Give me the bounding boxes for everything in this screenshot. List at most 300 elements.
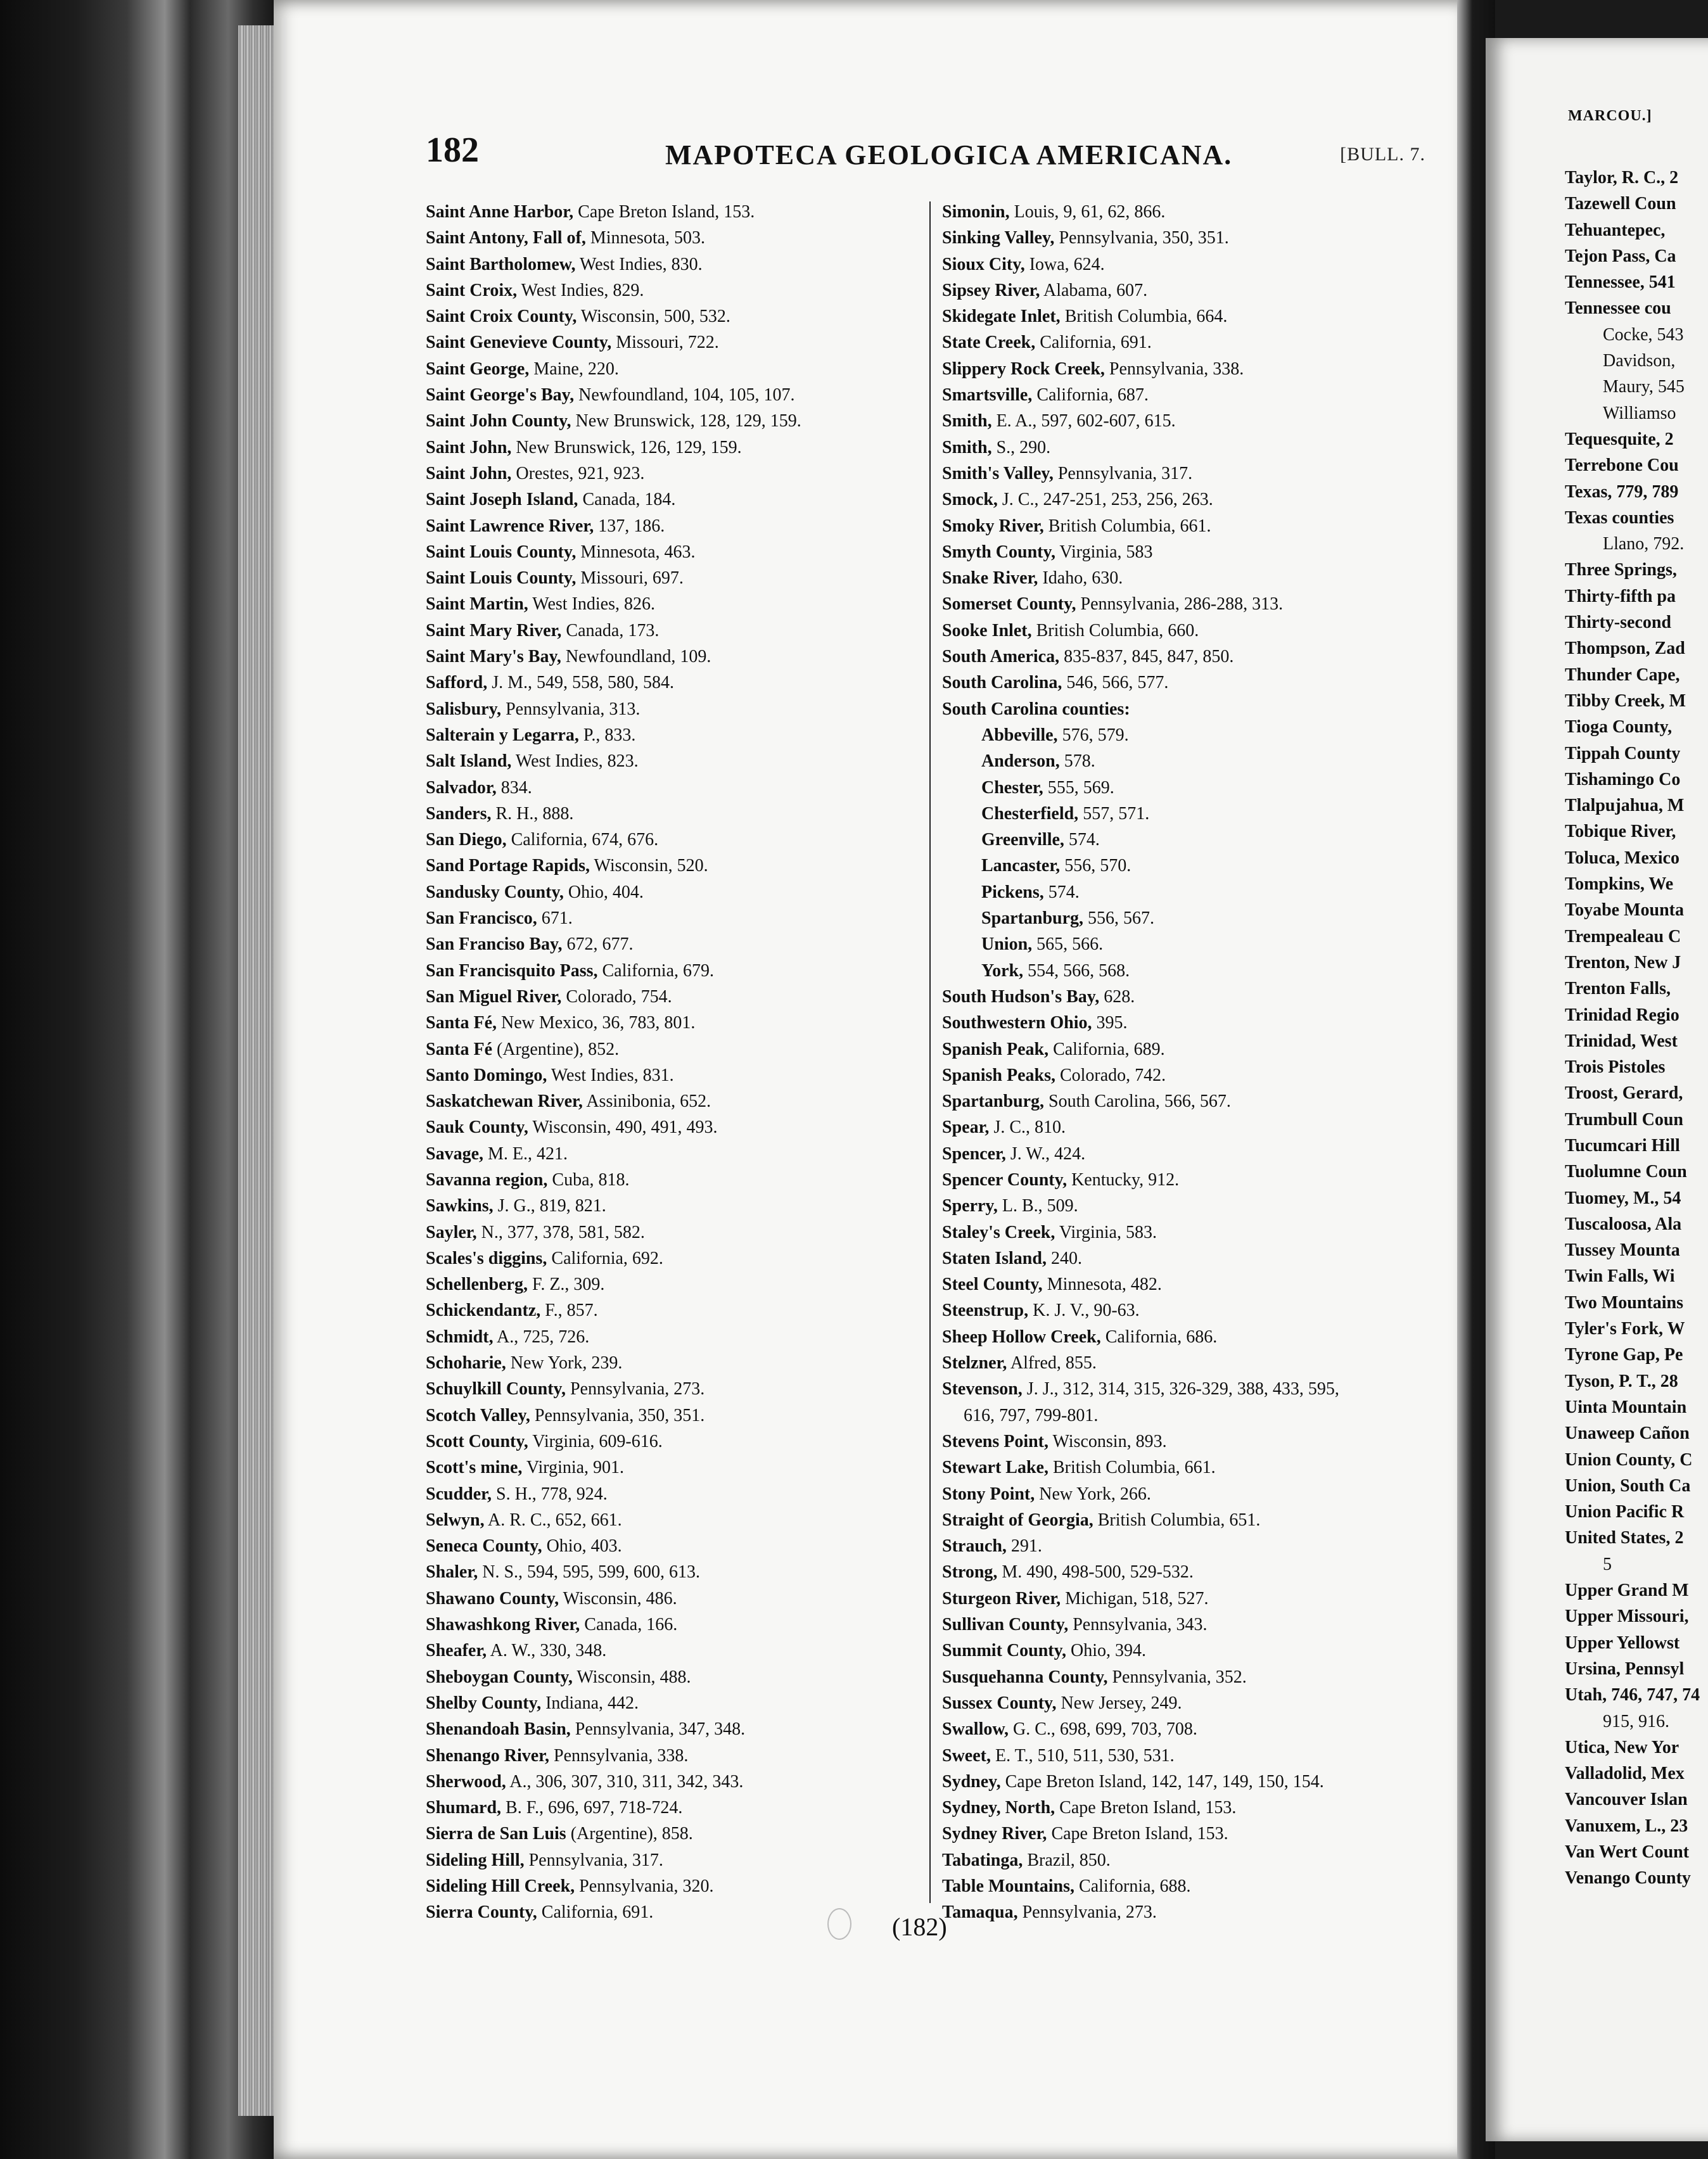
index-entry [942,618,1436,644]
index-entry-detail: 137, 186. [594,516,665,536]
facing-index-entry: Texas, 779, 789 [1565,481,1679,502]
index-entry-heading: Union, [981,934,1033,955]
index-entry [942,1141,1436,1167]
index-entry-heading: Lancaster, [981,856,1061,876]
index-entry-detail: N., 377, 378, 581, 582. [476,1222,645,1242]
index-entry-heading: Salt Island, [426,751,512,772]
facing-index-entry: Tazewell Coun [1565,194,1676,214]
index-entry-heading: Tabatinga, [942,1850,1023,1870]
index-entry [426,1716,907,1742]
index-entry-detail: Canada, 173. [561,620,660,640]
index-entry-detail: 555, 569. [1043,777,1114,798]
index-entry-detail: Maine, 220. [529,359,619,379]
index-entry-heading: Saint Martin, [426,594,528,615]
index-entry [426,1193,907,1219]
index-entry-heading: Schellenberg, [426,1275,528,1295]
index-entry-detail: California, 691. [1035,333,1152,353]
index-entry-detail: Colorado, 742. [1055,1065,1166,1085]
facing-index-entry: Maury, 545 [1603,377,1685,397]
index-entry-heading: State Creek, [942,333,1036,353]
index-entry-heading: Sideling Hill Creek, [426,1876,575,1896]
index-entry [942,722,1436,748]
index-entry-heading: Shelby County, [426,1693,542,1713]
index-entry-heading: Sawkins, [426,1196,494,1216]
index-entry-heading: Snake River, [942,568,1038,589]
facing-index-entry: Tequesquite, 2 [1565,429,1674,449]
index-entry [942,931,1436,957]
index-entry-heading: Sydney, North, [942,1798,1055,1818]
index-entry [942,879,1436,905]
facing-index-entry: Tuscaloosa, Ala [1565,1214,1682,1234]
index-entry [426,853,907,879]
index-entry [942,513,1436,539]
index-entry [942,1324,1436,1350]
index-entry-heading: Saint Anne Harbor, [426,202,574,222]
index-entry-detail: California, 687. [1032,385,1149,405]
index-entry-heading: Schickendantz, [426,1301,541,1321]
index-entry-detail: Wisconsin, 486. [559,1588,677,1608]
book-spine [0,0,279,2159]
index-entry-heading: Sipsey River, [942,280,1040,300]
index-entry-detail: Newfoundland, 109. [561,647,711,667]
index-entry [942,1220,1436,1245]
index-entry-heading: Santa Fé [426,1039,492,1059]
index-entry-heading: Shenango River, [426,1745,550,1766]
index-entry-heading: Sheafer, [426,1641,487,1661]
index-entry [942,382,1436,408]
index-entry [426,984,907,1010]
facing-index-entry: Upper Yellowst [1565,1633,1680,1653]
index-entry-heading: Shenandoah Basin, [426,1719,571,1740]
index-entry [942,1873,1436,1899]
index-entry-heading: Salisbury, [426,699,502,719]
index-entry [426,748,907,774]
index-entry-heading: Sooke Inlet, [942,620,1032,640]
index-entry-heading: Shaler, [426,1562,478,1583]
index-entry-heading: Smith, [942,411,992,431]
index-entry [942,199,1436,225]
index-entry [426,539,907,565]
index-entry-heading: Sinking Valley, [942,228,1055,248]
index-entry-detail: New Brunswick, 128, 129, 159. [571,411,801,431]
index-entry [426,696,907,722]
index-entry-detail: (Argentine), 852. [492,1039,620,1059]
facing-index-entry: Tehuantepec, [1565,220,1666,240]
facing-index-entry: Thompson, Zad [1565,639,1685,659]
index-entry [426,277,907,303]
index-entry-heading: Savanna region, [426,1169,548,1190]
index-entry [942,1271,1436,1297]
index-entry-detail: British Columbia, 661. [1048,1458,1216,1478]
index-entry [426,1350,907,1376]
index-entry-heading: Safford, [426,673,488,693]
index-entry-detail: Pennsylvania, 352. [1107,1667,1247,1687]
facing-index-entry: Union, South Ca [1565,1475,1691,1496]
index-entry-detail: Cape Breton Island, 153. [1047,1824,1228,1844]
index-entry-detail: P., 833. [578,725,636,745]
index-entry-heading: Saint Genevieve County, [426,333,612,353]
index-entry-heading: Saint John, [426,463,512,483]
index-entry-heading: Sydney, [942,1771,1001,1792]
index-entry [426,1324,907,1350]
index-entry [426,644,907,670]
index-entry-heading: Sweet, [942,1745,991,1766]
index-entry-heading: Simonin, [942,202,1010,222]
index-entry-detail: Newfoundland, 104, 105, 107. [574,385,795,405]
index-entry-heading: Spartanburg, [981,908,1084,929]
index-entry [942,1612,1436,1638]
index-entry [426,1507,907,1533]
index-entry [426,1873,907,1899]
index-entry-heading: Spencer County, [942,1169,1068,1190]
index-entry-heading: Susquehanna County, [942,1667,1108,1687]
index-entry-heading: Spanish Peaks, [942,1065,1055,1085]
index-entry-heading: Saint Mary River, [426,620,562,640]
index-entry-detail: 578. [1059,751,1095,772]
index-entry [942,461,1436,487]
index-entry-detail: B. F., 696, 697, 718-724. [501,1798,683,1818]
index-entry-detail: M. E., 421. [483,1143,568,1164]
index-entry-detail: J. M., 549, 558, 580, 584. [487,673,675,693]
facing-index-entry: United States, 2 [1565,1528,1684,1548]
index-entry [426,1271,907,1297]
index-entry [426,1795,907,1821]
index-entry-heading: Smock, [942,490,998,510]
index-entry-heading: Sand Portage Rapids, [426,856,590,876]
index-entry-heading: Chesterfield, [981,803,1079,824]
index-entry-detail: J. J., 312, 314, 315, 326-329, 388, 433, 595, [1022,1379,1339,1399]
index-entry-detail: S., 290. [991,437,1051,457]
index-entry [942,1010,1436,1036]
index-entry [942,1690,1436,1716]
index-entry-heading: Sayler, [426,1222,477,1242]
index-entry [942,1167,1436,1193]
index-entry [426,591,907,617]
index-entry [426,1690,907,1716]
bulletin-reference: [BULL. 7. [1340,144,1425,165]
index-entry [426,408,907,434]
index-entry [942,984,1436,1010]
index-entry-detail: F., 857. [540,1301,598,1321]
index-entry-detail: J. C., 247-251, 253, 256, 263. [997,490,1213,510]
index-entry-detail: New Jersey, 249. [1056,1693,1182,1713]
index-entry [426,670,907,696]
index-entry-heading: Sierra de San Luis [426,1824,566,1844]
index-entry-heading: Saint Lawrence River, [426,516,594,536]
index-entry-heading: Strauch, [942,1536,1007,1557]
index-entry-detail: 574. [1043,882,1080,902]
index-entry-detail: J. W., 424. [1005,1143,1086,1164]
index-entry-detail: Pennsylvania, 320. [575,1876,714,1896]
index-entry [942,1769,1436,1795]
index-entry-heading: Spear, [942,1118,990,1138]
index-entry [942,1559,1436,1585]
index-entry [426,879,907,905]
facing-index-entry: Tucumcari Hill [1565,1135,1680,1156]
index-entry-heading: Smyth County, [942,542,1055,562]
index-entry-detail: Alabama, 607. [1040,280,1148,300]
index-entry-heading: Sydney River, [942,1824,1047,1844]
index-entry [942,1403,1436,1429]
facing-index-entry: Union County, C [1565,1449,1693,1470]
index-entry [426,1821,907,1847]
index-entry-heading: Spencer, [942,1143,1006,1164]
index-entry-heading: York, [981,960,1024,981]
index-entry [426,513,907,539]
facing-index-entry: Vancouver Islan [1565,1790,1688,1810]
index-entry-detail: California, 691. [537,1902,654,1923]
index-entry-heading: Saint George, [426,359,530,379]
index-entry-heading: Saint Louis County, [426,568,577,589]
library-stamp-icon [827,1908,851,1940]
facing-index-entry: Tippah County [1565,743,1681,763]
index-entry-detail: Minnesota, 463. [576,542,696,562]
index-entry [426,1245,907,1271]
index-entry-detail: New Brunswick, 126, 129, 159. [511,437,742,457]
index-entry [426,1167,907,1193]
index-entry [942,1716,1436,1742]
index-entry-heading: San Franciso Bay, [426,934,563,955]
index-entry-heading: Saint Bartholomew, [426,254,576,274]
index-entry-detail: Cape Breton Island, 153. [573,202,755,222]
index-entry-heading: Tamaqua, [942,1902,1018,1923]
facing-index-entry: Venango County [1565,1868,1691,1888]
index-entry-heading: Saint Croix, [426,280,518,300]
index-entry [426,1559,907,1585]
index-entry-heading: Sandusky County, [426,882,564,902]
index-entry [942,1114,1436,1140]
index-entry-heading: Saint Croix County, [426,307,577,327]
index-entry-detail: New York, 239. [506,1353,623,1373]
index-entry [942,435,1436,461]
index-entry-heading: Santa Fé, [426,1013,497,1033]
index-entry-heading: Sussex County, [942,1693,1057,1713]
facing-index-entry: Trenton, New J [1565,952,1681,972]
index-entry [942,1795,1436,1821]
index-entry [942,329,1436,355]
index-entry-heading: Stony Point, [942,1484,1035,1504]
index-entry [942,1455,1436,1481]
index-entry-detail: M. 490, 498-500, 529-532. [997,1562,1194,1583]
index-entry-heading: Scotch Valley, [426,1405,530,1425]
index-entry-heading: Schoharie, [426,1353,506,1373]
index-entry-detail: Pennsylvania, 350, 351. [530,1405,705,1425]
index-entry [942,1193,1436,1219]
index-entry-heading: Smith's Valley, [942,463,1054,483]
index-entry-heading: Sheep Hollow Creek, [942,1327,1101,1347]
index-entry-heading: Shumard, [426,1798,502,1818]
index-entry-heading: Stevens Point, [942,1431,1048,1451]
facing-index-entry: Tobique River, [1565,822,1676,842]
facing-index-entry: Tuolumne Coun [1565,1162,1687,1182]
index-entry-detail: K. J. V., 90-63. [1028,1301,1140,1321]
index-entry-detail: Virginia, 583. [1055,1222,1157,1242]
index-entry [426,1429,907,1455]
index-entry-detail: Ohio, 404. [563,882,644,902]
index-entry [426,461,907,487]
index-entry [426,1114,907,1140]
facing-index-entry: Cocke, 543 [1603,324,1684,345]
index-entry-detail: British Columbia, 661. [1043,516,1211,536]
facing-index-entry: Three Springs, [1565,560,1677,580]
index-entry-heading: Santo Domingo, [426,1065,547,1085]
index-entry-detail: Assinibonia, 652. [582,1092,711,1112]
index-entry-heading: Scott's mine, [426,1458,523,1478]
index-entry [426,565,907,591]
index-entry [426,1088,907,1114]
index-entry [942,225,1436,251]
facing-index-entry: Trumbull Coun [1565,1109,1683,1130]
index-entry [426,827,907,853]
index-entry-detail: 574. [1064,830,1100,850]
index-entry-detail: Alfred, 855. [1007,1353,1097,1373]
index-entry [942,1062,1436,1088]
index-entry-detail: Cape Breton Island, 142, 147, 149, 150, 154. [1000,1771,1324,1792]
index-entry [426,356,907,382]
facing-page-header: MARCOU.] [1568,108,1652,124]
index-entry [426,1036,907,1062]
index-entry-detail: L. B., 509. [997,1196,1078,1216]
index-entry-detail: 671. [537,908,573,929]
index-entry-detail: Indiana, 442. [541,1693,639,1713]
index-entry-heading: Staten Island, [942,1248,1047,1268]
index-entry-detail: 834. [496,777,532,798]
index-entry-detail: Pennsylvania, 350, 351. [1054,228,1229,248]
index-entry-heading: Saint George's Bay, [426,385,575,405]
index-entry-detail: Canada, 166. [580,1615,678,1635]
facing-index-entry: Trinidad, West [1565,1031,1678,1051]
running-header [426,130,1433,174]
index-entry-detail: Wisconsin, 488. [572,1667,691,1687]
facing-index-entry: Thirty-second [1565,613,1671,633]
index-column-right [942,199,1436,1926]
index-entry-heading: Spanish Peak, [942,1039,1049,1059]
index-entry [426,303,907,329]
index-entry-detail: E. T., 510, 511, 530, 531. [990,1745,1175,1766]
index-entry-heading: Saint Antony, Fall of, [426,228,586,248]
facing-index-entry: Trois Pistoles [1565,1057,1666,1078]
column-divider [929,201,931,1903]
facing-index-entry: Two Mountains [1565,1292,1683,1313]
index-entry [426,1586,907,1612]
index-entry-heading: Table Mountains, [942,1876,1075,1896]
index-entry [942,303,1436,329]
facing-index-entry: Tlalpujahua, M [1565,796,1685,816]
index-entry [942,487,1436,513]
index-entry [942,1664,1436,1690]
facing-index-entry: Upper Missouri, [1565,1607,1689,1627]
index-entry [942,958,1436,984]
facing-index-entry: Tyson, P. T., 28 [1565,1371,1678,1391]
facing-index-entry: Thirty-fifth pa [1565,586,1676,606]
facing-index-entry: Tennessee cou [1565,298,1671,319]
index-entry-detail: Cuba, 818. [547,1169,630,1190]
index-entry-heading: Skidegate Inlet, [942,307,1061,327]
index-entry [426,1376,907,1402]
index-entry-detail: R. H., 888. [491,803,574,824]
index-entry-heading: Staley's Creek, [942,1222,1055,1242]
index-entry-heading: San Miguel River, [426,986,562,1007]
index-entry-detail: Iowa, 624. [1024,254,1105,274]
page-number: 182 [426,131,479,170]
index-entry [426,252,907,277]
index-entry [942,591,1436,617]
index-entry-detail: 291. [1006,1536,1042,1557]
index-entry-detail: West Indies, 830. [575,254,703,274]
index-entry-heading: Saskatchewan River, [426,1092,583,1112]
index-entry [942,277,1436,303]
index-entry [942,827,1436,853]
index-entry-heading: Saint Louis County, [426,542,577,562]
index-entry [426,1220,907,1245]
index-entry-detail: Wisconsin, 893. [1048,1431,1167,1451]
index-entry-detail: California, 688. [1074,1876,1191,1896]
facing-index-entry: Van Wert Count [1565,1842,1690,1862]
index-entry-heading: Saint Joseph Island, [426,490,578,510]
index-entry [426,1638,907,1664]
index-entry [426,487,907,513]
index-entry [426,1403,907,1429]
facing-index-entry: Utica, New Yor [1565,1737,1679,1757]
index-entry-detail: Pennsylvania, 273. [565,1379,705,1399]
index-entry-heading: South America, [942,647,1060,667]
index-entry [942,853,1436,879]
facing-index-entry: Tuomey, M., 54 [1565,1188,1681,1208]
index-entry-heading: Selwyn, [426,1510,485,1530]
facing-index-entry: Toluca, Mexico [1565,848,1679,868]
index-entry [942,670,1436,696]
index-entry-detail: Michigan, 518, 527. [1061,1588,1209,1608]
index-entry [426,801,907,827]
facing-index-entry: Tyler's Fork, W [1565,1319,1685,1339]
index-entry-heading: Greenville, [981,830,1064,850]
facing-page [1486,38,1708,2141]
index-entry-detail: California, 689. [1048,1039,1165,1059]
index-entry [942,408,1436,434]
index-entry [942,1507,1436,1533]
index-entry-detail: British Columbia, 651. [1093,1510,1261,1530]
index-entry-heading: Sanders, [426,803,492,824]
index-entry-detail: 554, 566, 568. [1023,960,1130,981]
index-entry-detail: J. G., 819, 821. [493,1196,606,1216]
index-entry-detail: Brazil, 850. [1023,1850,1111,1870]
index-entry-detail: British Columbia, 664. [1060,307,1228,327]
index-entry-detail: A. W., 330, 348. [487,1641,607,1661]
index-entry-detail: F. Z., 309. [528,1275,605,1295]
index-entry-detail: A., 725, 726. [493,1327,590,1347]
index-entry-detail: Ohio, 403. [542,1536,622,1557]
index-entry-detail: West Indies, 826. [528,594,655,615]
index-entry-heading: Stelzner, [942,1353,1007,1373]
facing-index-entry: Ursina, Pennsyl [1565,1659,1685,1679]
facing-index-entry: Trenton Falls, [1565,979,1671,999]
facing-index-entry: Twin Falls, Wi [1565,1266,1675,1287]
index-entry-heading: Swallow, [942,1719,1009,1740]
index-entry-detail: Pennsylvania, 317. [524,1850,663,1870]
index-entry-heading: Slippery Rock Creek, [942,359,1105,379]
index-entry [426,1297,907,1323]
facing-index-entry: Tyrone Gap, Pe [1565,1345,1683,1365]
index-entry-detail: Louis, 9, 61, 62, 866. [1009,202,1166,222]
index-entry-detail: 835-837, 845, 847, 850. [1059,647,1234,667]
index-entry [942,644,1436,670]
index-entry-detail: West Indies, 831. [547,1065,674,1085]
index-entry [426,1769,907,1795]
index-entry-detail: 616, 797, 799-801. [964,1405,1099,1425]
facing-index-entry: Tompkins, We [1565,874,1674,895]
index-entry [942,696,1436,722]
facing-index-entry: Utah, 746, 747, 74 [1565,1685,1700,1705]
